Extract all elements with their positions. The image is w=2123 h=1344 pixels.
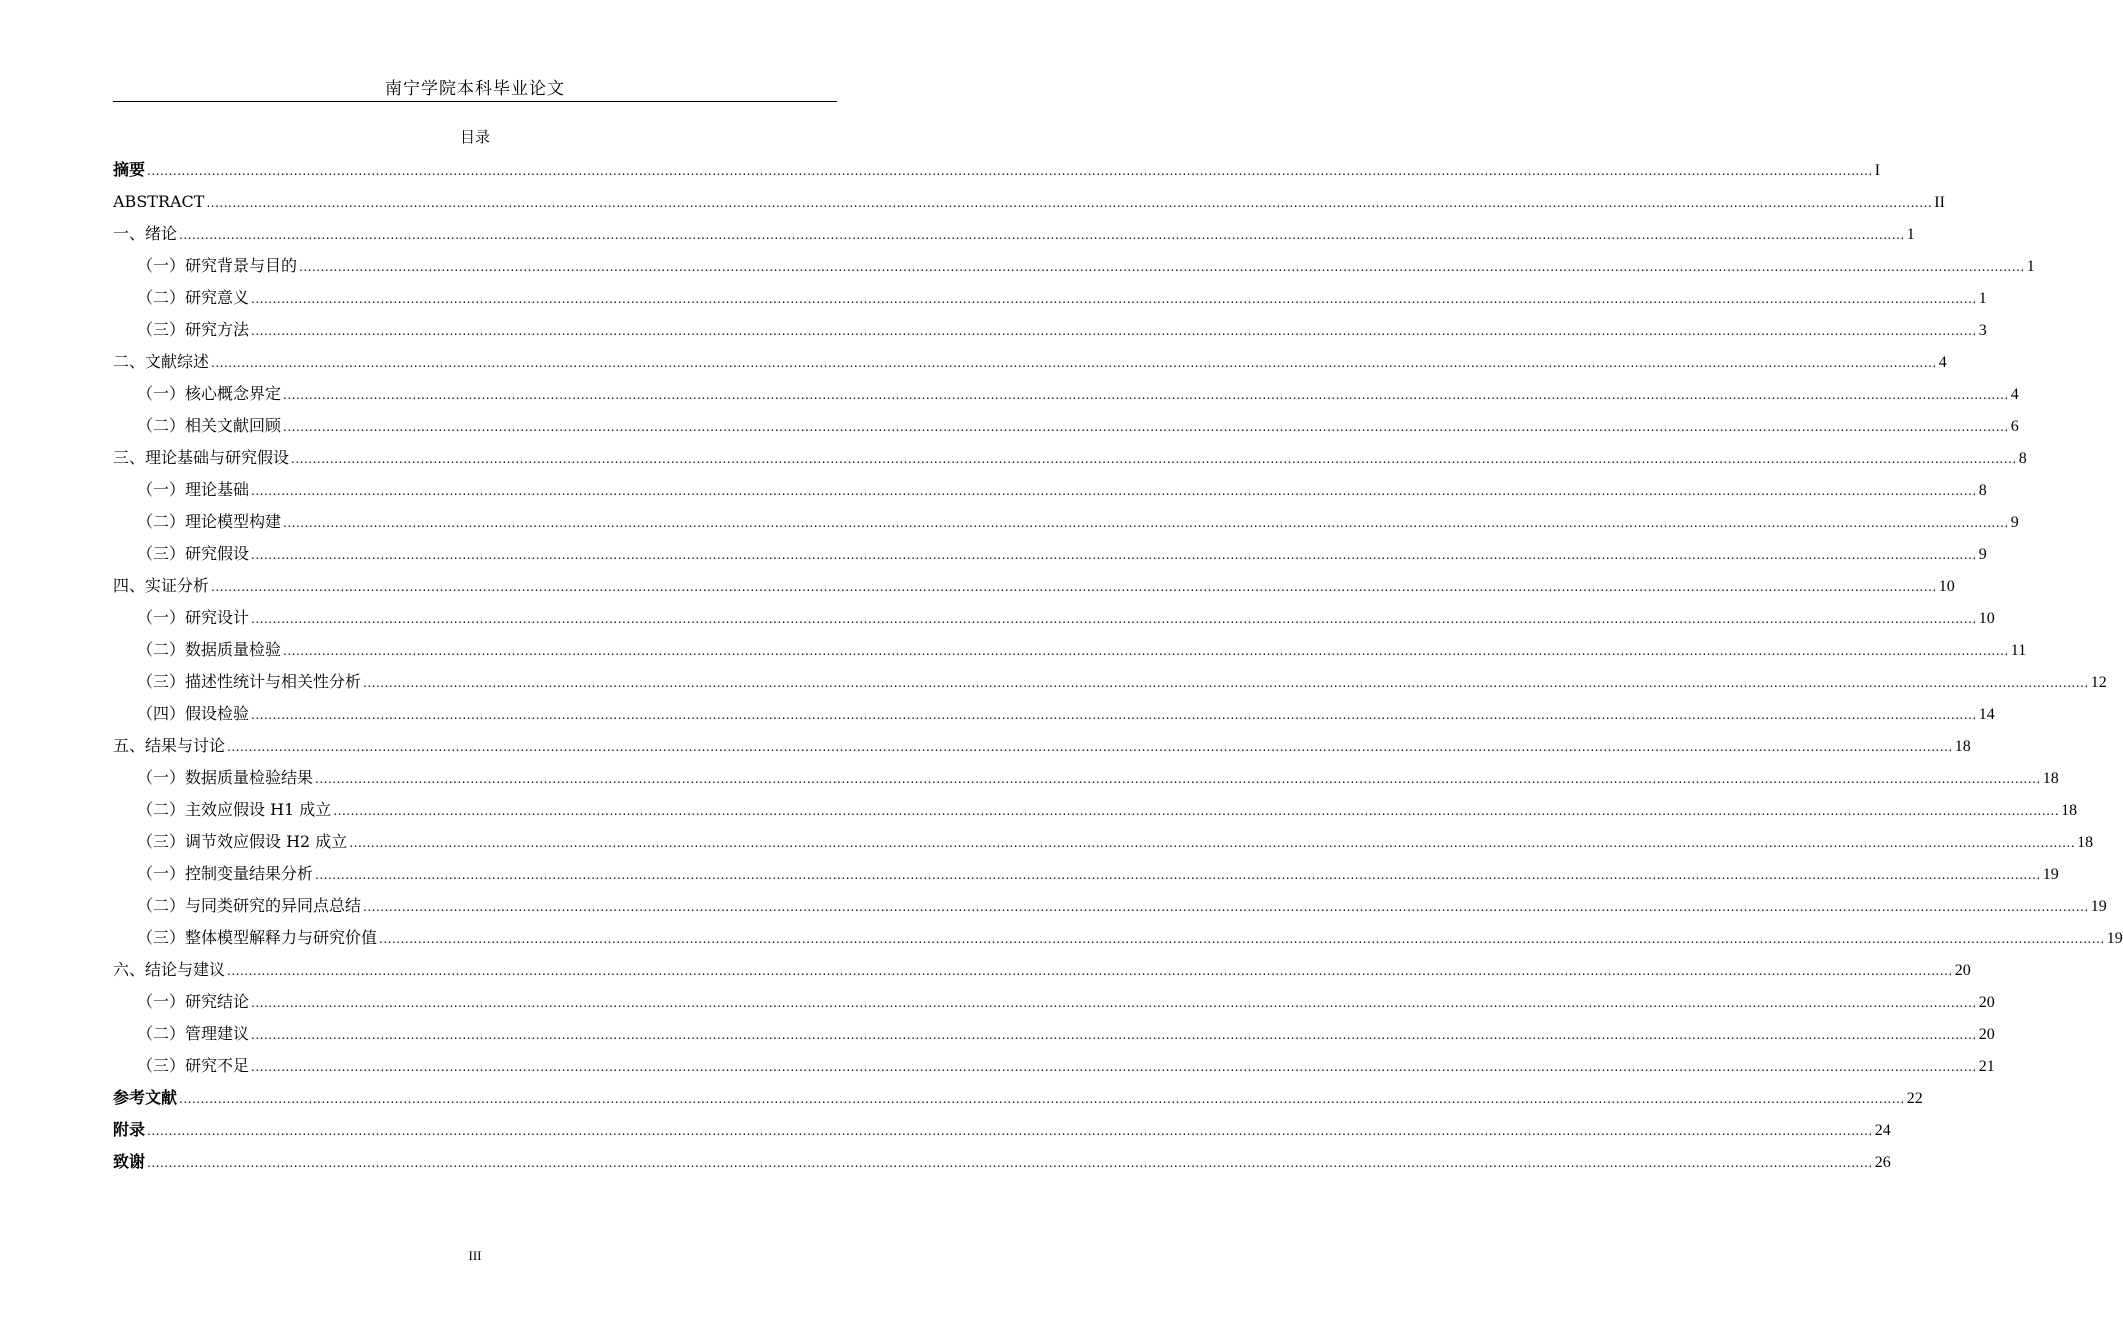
toc-leader-dots: ................................................................................................................................................................................................................................................................................................................................................................................................................ [147,1124,1873,1138]
toc-leader-dots: ................................................................................................................................................................................................................................................................................................................................................................................................................ [227,740,1953,754]
toc-entry-page: 20 [1978,994,1995,1011]
toc-entry-page: 18 [2042,770,2059,787]
toc-leader-dots: ................................................................................................................................................................................................................................................................................................................................................................................................................ [147,1156,1873,1170]
toc-entry-label: 六、结论与建议 [113,960,226,979]
toc-entry-page: 18 [2061,802,2078,819]
toc-leader-dots: ................................................................................................................................................................................................................................................................................................................................................................................................................ [251,1028,1977,1042]
toc-entry-page: 10 [1938,578,1955,595]
toc-entry-page: 14 [1978,706,1995,723]
toc-entry[interactable] [113,1114,1891,1146]
toc-entry-page: 9 [1978,546,1987,563]
toc-entry-label: （三）描述性统计与相关性分析 [137,672,362,691]
toc-entry-page: I [1874,162,1881,179]
toc-entry-page: 4 [2010,386,2019,403]
toc-leader-dots: ................................................................................................................................................................................................................................................................................................................................................................................................................ [283,644,2009,658]
toc-entry[interactable] [113,602,1995,634]
toc-entry-page: 8 [1978,482,1987,499]
toc-entry-label: （一）研究结论 [137,992,250,1011]
toc-leader-dots: ................................................................................................................................................................................................................................................................................................................................................................................................................ [363,676,2089,690]
toc-leader-dots: ................................................................................................................................................................................................................................................................................................................................................................................................................ [206,196,1933,210]
toc-entry-page: 1 [2026,258,2035,275]
toc-entry-label: 致谢 [113,1152,146,1171]
toc-entry[interactable] [113,922,2123,954]
toc-entry-label: （二）管理建议 [137,1024,250,1043]
toc-leader-dots: ................................................................................................................................................................................................................................................................................................................................................................................................................ [227,964,1953,978]
toc-entry-page: 26 [1874,1154,1891,1171]
toc-entry-page: 1 [1906,226,1915,243]
toc-leader-dots: ................................................................................................................................................................................................................................................................................................................................................................................................................ [299,260,2025,274]
toc-title: 目录 [459,128,490,146]
toc-entry-page: II [1934,194,1945,211]
toc-entry-label: （三）研究不足 [137,1056,250,1075]
toc-entry-page: 1 [1978,290,1987,307]
toc-entry[interactable] [113,890,2107,922]
toc-entry[interactable] [113,698,1995,730]
toc-entry-page: 20 [1978,1026,1995,1043]
header-divider [113,101,837,102]
toc-entry-label: （三）调节效应假设 H2 成立 [137,832,348,851]
page-header-title: 南宁学院本科毕业论文 [385,79,565,99]
toc-entry[interactable] [113,794,2078,826]
toc-entry-label: （二）相关文献回顾 [137,416,282,435]
toc-entry-label: 二、文献综述 [113,352,210,371]
toc-entry[interactable] [113,218,1915,250]
toc-entry[interactable] [113,346,1947,378]
toc-entry[interactable] [113,1018,1995,1050]
toc-entry[interactable] [113,954,1971,986]
toc-entry-page: 19 [2090,898,2107,915]
toc-entry-label: 参考文献 [113,1088,178,1107]
toc-entry[interactable] [113,186,1945,218]
toc-entry[interactable] [113,762,2059,794]
toc-entry-label: 摘要 [113,160,146,179]
toc-entry[interactable] [113,666,2107,698]
toc-entry-label: （三）整体模型解释力与研究价值 [137,928,378,947]
toc-entry-page: 10 [1978,610,1995,627]
toc-entry[interactable] [113,538,1987,570]
toc-leader-dots: ................................................................................................................................................................................................................................................................................................................................................................................................................ [379,932,2105,946]
toc-entry-label: 四、实证分析 [113,576,210,595]
toc-leader-dots: ................................................................................................................................................................................................................................................................................................................................................................................................................ [315,772,2041,786]
toc-leader-dots: ................................................................................................................................................................................................................................................................................................................................................................................................................ [251,548,1977,562]
toc-entry-page: 9 [2010,514,2019,531]
toc-leader-dots: ................................................................................................................................................................................................................................................................................................................................................................................................................ [251,292,1977,306]
toc-entry[interactable] [113,730,1971,762]
toc-entry-label: （三）研究假设 [137,544,250,563]
toc-entry[interactable] [113,314,1987,346]
toc-leader-dots: ................................................................................................................................................................................................................................................................................................................................................................................................................ [211,580,1937,594]
toc-leader-dots: ................................................................................................................................................................................................................................................................................................................................................................................................................ [251,996,1977,1010]
toc-entry[interactable] [113,506,2019,538]
toc-entry-label: （一）控制变量结果分析 [137,864,314,883]
toc-entry-page: 11 [2010,642,2027,659]
toc-entry-label: （二）研究意义 [137,288,250,307]
toc-entry-page: 24 [1874,1122,1891,1139]
toc-entry-page: 19 [2106,930,2123,947]
toc-entry[interactable] [113,1082,1923,1114]
toc-leader-dots: ................................................................................................................................................................................................................................................................................................................................................................................................................ [283,516,2009,530]
toc-entry-label: （一）研究背景与目的 [137,256,298,275]
toc-entry-label: （一）核心概念界定 [137,384,282,403]
page-number: III [468,1248,482,1263]
toc-leader-dots: ................................................................................................................................................................................................................................................................................................................................................................................................................ [291,452,2017,466]
toc-entry-label: 附录 [113,1120,146,1139]
toc-entry-label: （一）研究设计 [137,608,250,627]
toc-entry[interactable] [113,154,1881,186]
toc-leader-dots: ................................................................................................................................................................................................................................................................................................................................................................................................................ [147,164,1873,178]
toc-entry[interactable] [113,826,2094,858]
toc-entry-label: （二）主效应假设 H1 成立 [137,800,332,819]
toc-entry-page: 3 [1978,322,1987,339]
toc-entry-label: （二）与同类研究的异同点总结 [137,896,362,915]
toc-entry-page: 8 [2018,450,2027,467]
toc-leader-dots: ................................................................................................................................................................................................................................................................................................................................................................................................................ [211,356,1937,370]
toc-entry[interactable] [113,634,2027,666]
toc-entry-label: （四）假设检验 [137,704,250,723]
toc-entry[interactable] [113,410,2019,442]
toc-leader-dots: ................................................................................................................................................................................................................................................................................................................................................................................................................ [251,612,1977,626]
toc-leader-dots: ................................................................................................................................................................................................................................................................................................................................................................................................................ [315,868,2041,882]
toc-entry[interactable] [113,1146,1891,1178]
toc-entry-label: （三）研究方法 [137,320,250,339]
toc-entry-page: 4 [1938,354,1947,371]
toc-entry-label: （一）理论基础 [137,480,250,499]
toc-entry[interactable] [113,442,2027,474]
toc-entry-page: 12 [2090,674,2107,691]
toc-leader-dots: ................................................................................................................................................................................................................................................................................................................................................................................................................ [333,804,2060,818]
toc-leader-dots: ................................................................................................................................................................................................................................................................................................................................................................................................................ [251,324,1977,338]
toc-leader-dots: ................................................................................................................................................................................................................................................................................................................................................................................................................ [283,388,2009,402]
toc-entry-label: （二）数据质量检验 [137,640,282,659]
table-of-contents [113,154,2123,1178]
toc-entry-label: （二）理论模型构建 [137,512,282,531]
toc-entry-page: 21 [1978,1058,1995,1075]
toc-entry[interactable] [113,1050,1995,1082]
toc-entry-label: 五、结果与讨论 [113,736,226,755]
toc-entry-page: 6 [2010,418,2019,435]
toc-entry[interactable] [113,378,2019,410]
toc-entry-label: ABSTRACT [113,192,205,211]
toc-leader-dots: ................................................................................................................................................................................................................................................................................................................................................................................................................ [349,836,2076,850]
toc-entry[interactable] [113,570,1955,602]
toc-leader-dots: ................................................................................................................................................................................................................................................................................................................................................................................................................ [179,228,1905,242]
toc-entry-page: 18 [2077,834,2094,851]
toc-entry[interactable] [113,250,2035,282]
toc-entry-page: 20 [1954,962,1971,979]
toc-entry-page: 19 [2042,866,2059,883]
toc-entry-page: 18 [1954,738,1971,755]
toc-entry[interactable] [113,986,1995,1018]
toc-leader-dots: ................................................................................................................................................................................................................................................................................................................................................................................................................ [363,900,2089,914]
toc-entry-page: 22 [1906,1090,1923,1107]
toc-entry[interactable] [113,474,1987,506]
toc-entry-label: 三、理论基础与研究假设 [113,448,290,467]
toc-entry[interactable] [113,282,1987,314]
toc-leader-dots: ................................................................................................................................................................................................................................................................................................................................................................................................................ [251,708,1977,722]
toc-leader-dots: ................................................................................................................................................................................................................................................................................................................................................................................................................ [251,484,1977,498]
toc-entry-label: 一、绪论 [113,224,178,243]
toc-leader-dots: ................................................................................................................................................................................................................................................................................................................................................................................................................ [179,1092,1905,1106]
toc-entry[interactable] [113,858,2059,890]
toc-entry-label: （一）数据质量检验结果 [137,768,314,787]
toc-leader-dots: ................................................................................................................................................................................................................................................................................................................................................................................................................ [283,420,2009,434]
toc-leader-dots: ................................................................................................................................................................................................................................................................................................................................................................................................................ [251,1060,1977,1074]
